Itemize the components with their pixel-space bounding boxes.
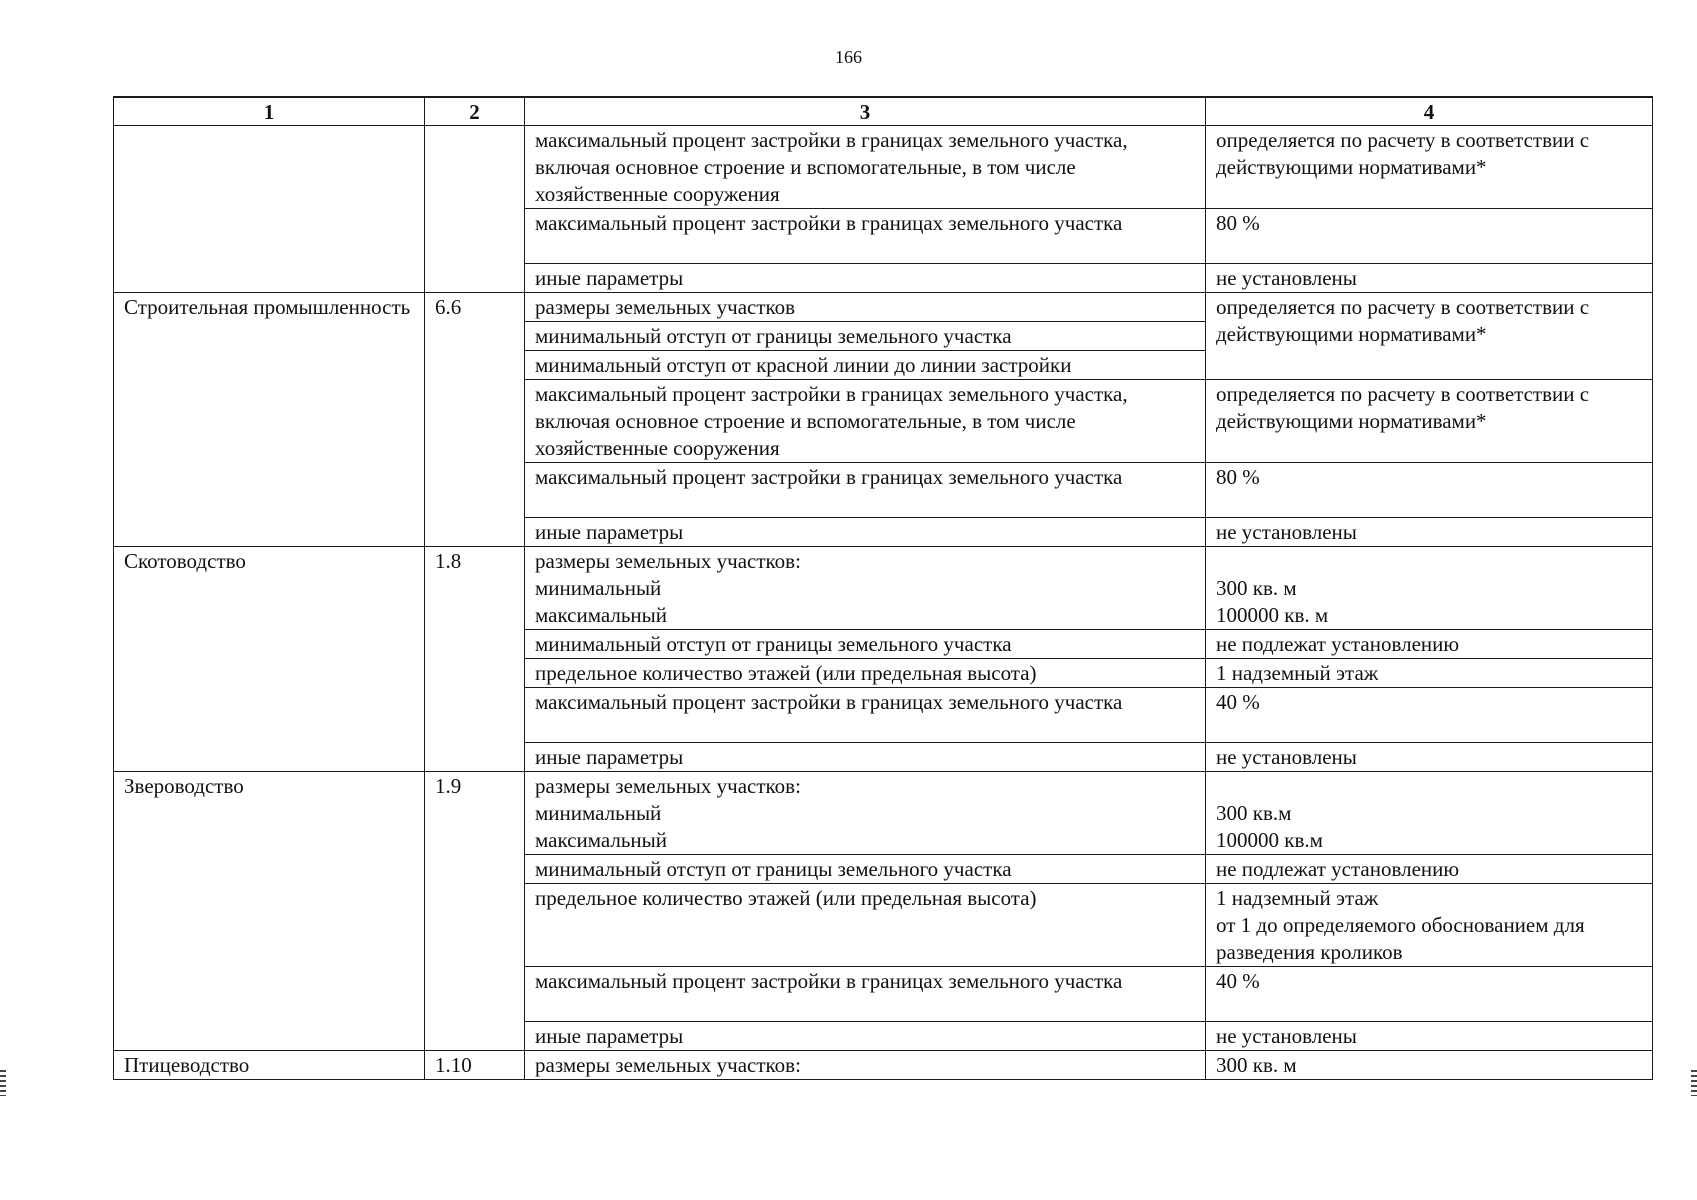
table-row: [114, 126, 1653, 209]
scan-edge-mark-left: [0, 1070, 6, 1096]
table-row: [114, 547, 1653, 630]
parameter-cell: максимальный процент застройки в границах земельного участка, включая основное строение и вспомогательные, в том числе хозяйственные сооружения: [525, 126, 1206, 209]
value-cell: определяется по расчету в соответствии с действующими нормативами*: [1206, 380, 1653, 463]
value-cell: не подлежат установлению: [1206, 855, 1653, 884]
table-row: [114, 293, 1653, 322]
parameter-cell: максимальный процент застройки в границах земельного участка: [525, 463, 1206, 518]
value-cell-merged: определяется по расчету в соответствии с действующими нормативами*: [1206, 293, 1653, 380]
parameter-cell: минимальный отступ от границы земельного участка: [525, 630, 1206, 659]
parameter-cell: иные параметры: [525, 1022, 1206, 1051]
value-cell: 40 %: [1206, 967, 1653, 1022]
header-col-2: 2: [425, 97, 525, 126]
table-row: [114, 772, 1653, 855]
parameter-cell: размеры земельных участков: минимальный максимальный: [525, 547, 1206, 630]
parameter-cell: максимальный процент застройки в границах земельного участка: [525, 209, 1206, 264]
value-cell: не подлежат установлению: [1206, 630, 1653, 659]
parameter-cell: размеры земельных участков: [525, 293, 1206, 322]
value-cell: 80 %: [1206, 463, 1653, 518]
header-col-3: 3: [525, 97, 1206, 126]
value-cell: 40 %: [1206, 688, 1653, 743]
parameter-cell: предельное количество этажей (или предельная высота): [525, 659, 1206, 688]
use-type-code: 1.9: [425, 772, 525, 1051]
value-cell: 1 надземный этаж от 1 до определяемого обоснованием для разведения кроликов: [1206, 884, 1653, 967]
value-cell: 80 %: [1206, 209, 1653, 264]
parameter-cell: иные параметры: [525, 264, 1206, 293]
value-cell: 300 кв. м: [1206, 1051, 1653, 1080]
value-cell: 300 кв. м 100000 кв. м: [1206, 547, 1653, 630]
use-type-name: Птицеводство: [114, 1051, 425, 1080]
header-col-4: 4: [1206, 97, 1653, 126]
header-row: [114, 97, 1653, 126]
value-cell: не установлены: [1206, 264, 1653, 293]
use-type-name: Строительная промышленность: [114, 293, 425, 547]
value-cell: не установлены: [1206, 1022, 1653, 1051]
parameter-cell: минимальный отступ от границы земельного участка: [525, 322, 1206, 351]
scan-edge-mark-right: [1691, 1070, 1697, 1096]
parameter-cell: минимальный отступ от красной линии до линии застройки: [525, 351, 1206, 380]
header-col-1: 1: [114, 97, 425, 126]
value-cell: 1 надземный этаж: [1206, 659, 1653, 688]
parameter-cell: минимальный отступ от границы земельного участка: [525, 855, 1206, 884]
use-type-name: [114, 126, 425, 293]
parameter-cell: максимальный процент застройки в границах земельного участка, включая основное строение и вспомогательные, в том числе хозяйственные сооружения: [525, 380, 1206, 463]
parameter-cell: максимальный процент застройки в границах земельного участка: [525, 688, 1206, 743]
use-type-code: [425, 126, 525, 293]
parameter-cell: размеры земельных участков: минимальный максимальный: [525, 772, 1206, 855]
page-number: 166: [835, 47, 862, 67]
parameter-cell: иные параметры: [525, 743, 1206, 772]
regulations-table: [113, 96, 1653, 1080]
value-cell: 300 кв.м 100000 кв.м: [1206, 772, 1653, 855]
parameter-cell: предельное количество этажей (или предельная высота): [525, 884, 1206, 967]
use-type-name: Звероводство: [114, 772, 425, 1051]
use-type-code: 1.10: [425, 1051, 525, 1080]
value-cell: определяется по расчету в соответствии с действующими нормативами*: [1206, 126, 1653, 209]
value-cell: не установлены: [1206, 518, 1653, 547]
use-type-name: Скотоводство: [114, 547, 425, 772]
parameter-cell: максимальный процент застройки в границах земельного участка: [525, 967, 1206, 1022]
value-cell: не установлены: [1206, 743, 1653, 772]
table-row: [114, 1051, 1653, 1080]
use-type-code: 1.8: [425, 547, 525, 772]
parameter-cell: иные параметры: [525, 518, 1206, 547]
use-type-code: 6.6: [425, 293, 525, 547]
parameter-cell: размеры земельных участков:: [525, 1051, 1206, 1080]
